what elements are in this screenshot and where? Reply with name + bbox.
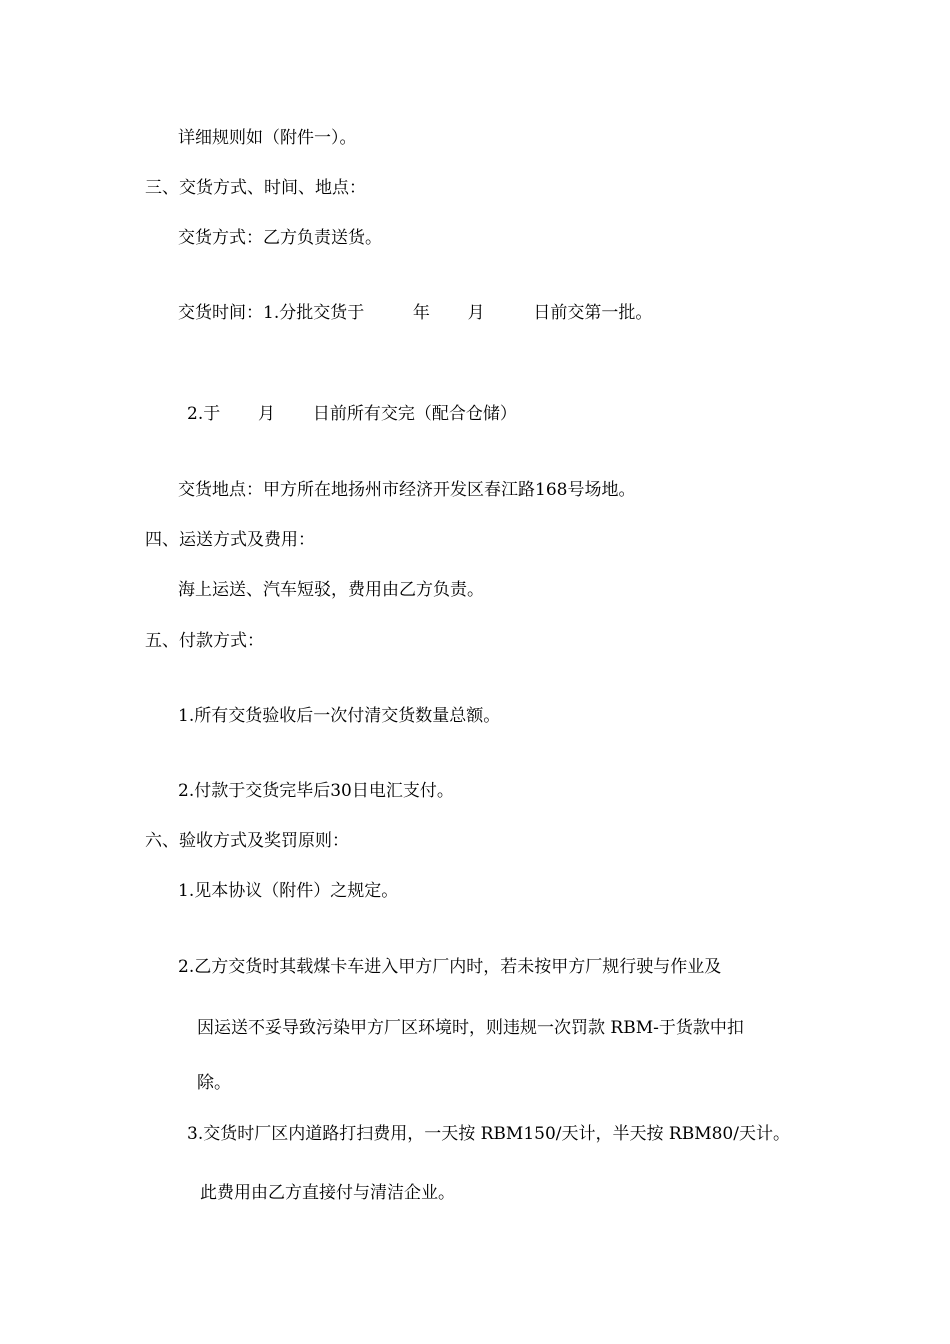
text-line-rules-ref: 详细规则如（附件一）。 [178, 128, 357, 148]
text-line-acceptance-3: 3.交货时厂区内道路打扫费用，一天按 RBM150/天计，半天按 RBM80/天计。 [187, 1124, 790, 1144]
text-line-acceptance-2: 2.乙方交货时其载煤卡车进入甲方厂内时，若未按甲方厂规行驶与作业及 [178, 957, 722, 977]
text-line-transport-cost: 海上运送、汽车短驳，费用由乙方负责。 [178, 580, 484, 600]
section-heading-delivery: 三、交货方式、时间、地点： [145, 178, 366, 198]
text-line-acceptance-2-cont: 因运送不妥导致污染甲方厂区环境时，则违规一次罚款 RBM-于货款中扣 [197, 1018, 744, 1038]
text-line-delivery-time-2: 2.于 月 日前所有交完（配合仓储） [187, 404, 517, 424]
section-heading-payment: 五、付款方式： [145, 631, 264, 651]
text-line-delivery-place: 交货地点：甲方所在地扬州市经济开发区春江路168号场地。 [178, 480, 636, 500]
text-line-delivery-method: 交货方式：乙方负责送货。 [178, 228, 382, 248]
text-line-acceptance-1: 1.见本协议（附件）之规定。 [178, 881, 399, 901]
section-heading-acceptance: 六、验收方式及奖罚原则： [145, 831, 349, 851]
section-heading-transport: 四、运送方式及费用： [145, 530, 315, 550]
text-line-delivery-time: 交货时间：1.分批交货于 年 月 日前交第一批。 [178, 303, 653, 323]
text-line-payment-1: 1.所有交货验收后一次付清交货数量总额。 [178, 706, 501, 726]
text-line-acceptance-3-cont: 此费用由乙方直接付与清洁企业。 [200, 1183, 455, 1203]
text-line-acceptance-2-end: 除。 [197, 1073, 231, 1093]
text-line-payment-2: 2.付款于交货完毕后30日电汇支付。 [178, 781, 454, 801]
